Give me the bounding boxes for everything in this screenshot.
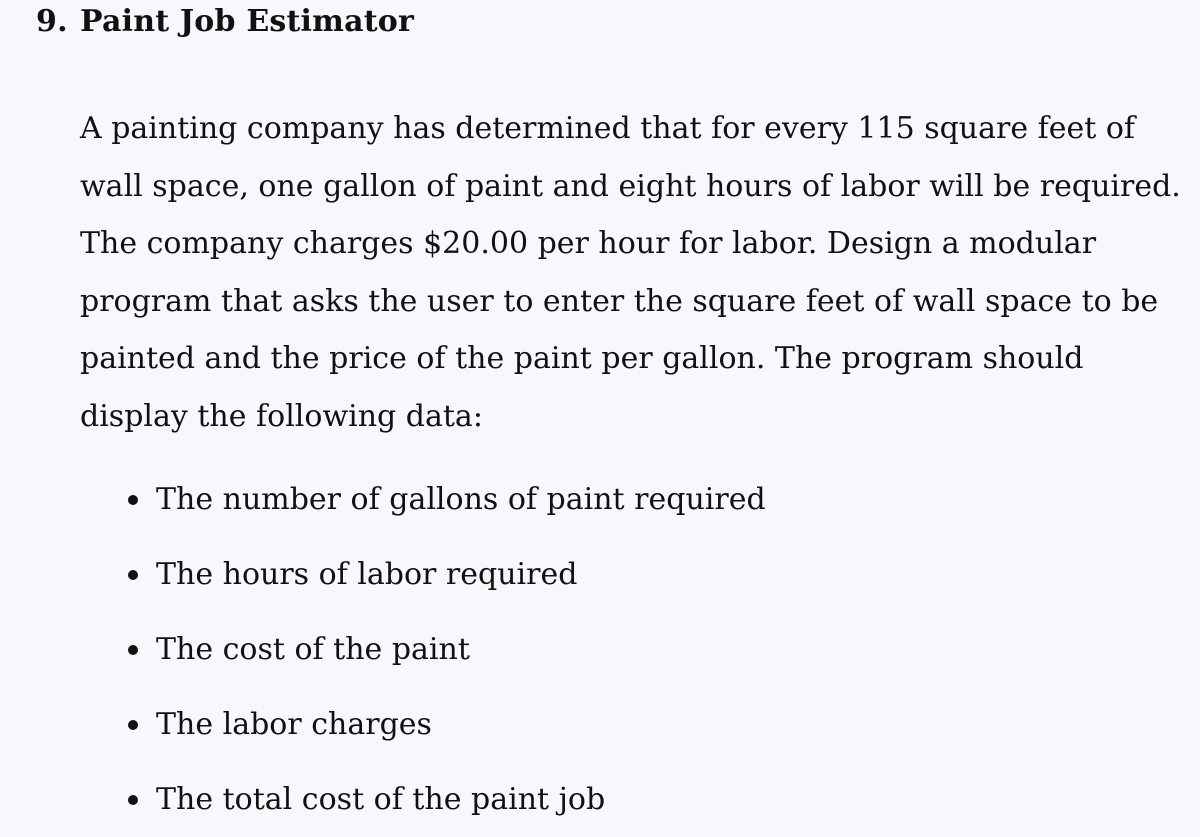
list-item-text: The total cost of the paint job: [156, 782, 606, 817]
description-line: program that asks the user to enter the square feet of wall space to be: [80, 283, 1159, 319]
problem-description: [80, 100, 1190, 445]
list-item-text: The number of gallons of paint required: [156, 482, 766, 517]
description-line: A painting company has determined that for every 115 square feet of: [80, 111, 1136, 146]
list-item-text: The labor charges: [156, 707, 432, 742]
list-item: [128, 537, 766, 612]
bullet-icon: [128, 645, 138, 655]
list-item: [128, 612, 766, 687]
exercise-heading: [36, 2, 414, 42]
output-list: [128, 462, 766, 837]
description-line: display the following data:: [80, 398, 483, 434]
bullet-icon: [128, 495, 138, 505]
list-item: [128, 687, 766, 762]
bullet-icon: [128, 795, 138, 805]
bullet-icon: [128, 570, 138, 580]
list-item-text: The cost of the paint: [156, 632, 470, 667]
bullet-icon: [128, 720, 138, 730]
description-line: painted and the price of the paint per gallon. The program should: [80, 341, 1084, 376]
exercise-title: Paint Job Estimator: [80, 4, 414, 39]
description-line: The company charges $20.00 per hour for labor. Design a modular: [80, 226, 1097, 261]
exercise-number: 9.: [36, 4, 68, 39]
list-item: [128, 762, 766, 837]
description-line: wall space, one gallon of paint and eight hours of labor will be required.: [80, 168, 1181, 204]
list-item: [128, 462, 766, 537]
list-item-text: The hours of labor required: [156, 557, 578, 592]
